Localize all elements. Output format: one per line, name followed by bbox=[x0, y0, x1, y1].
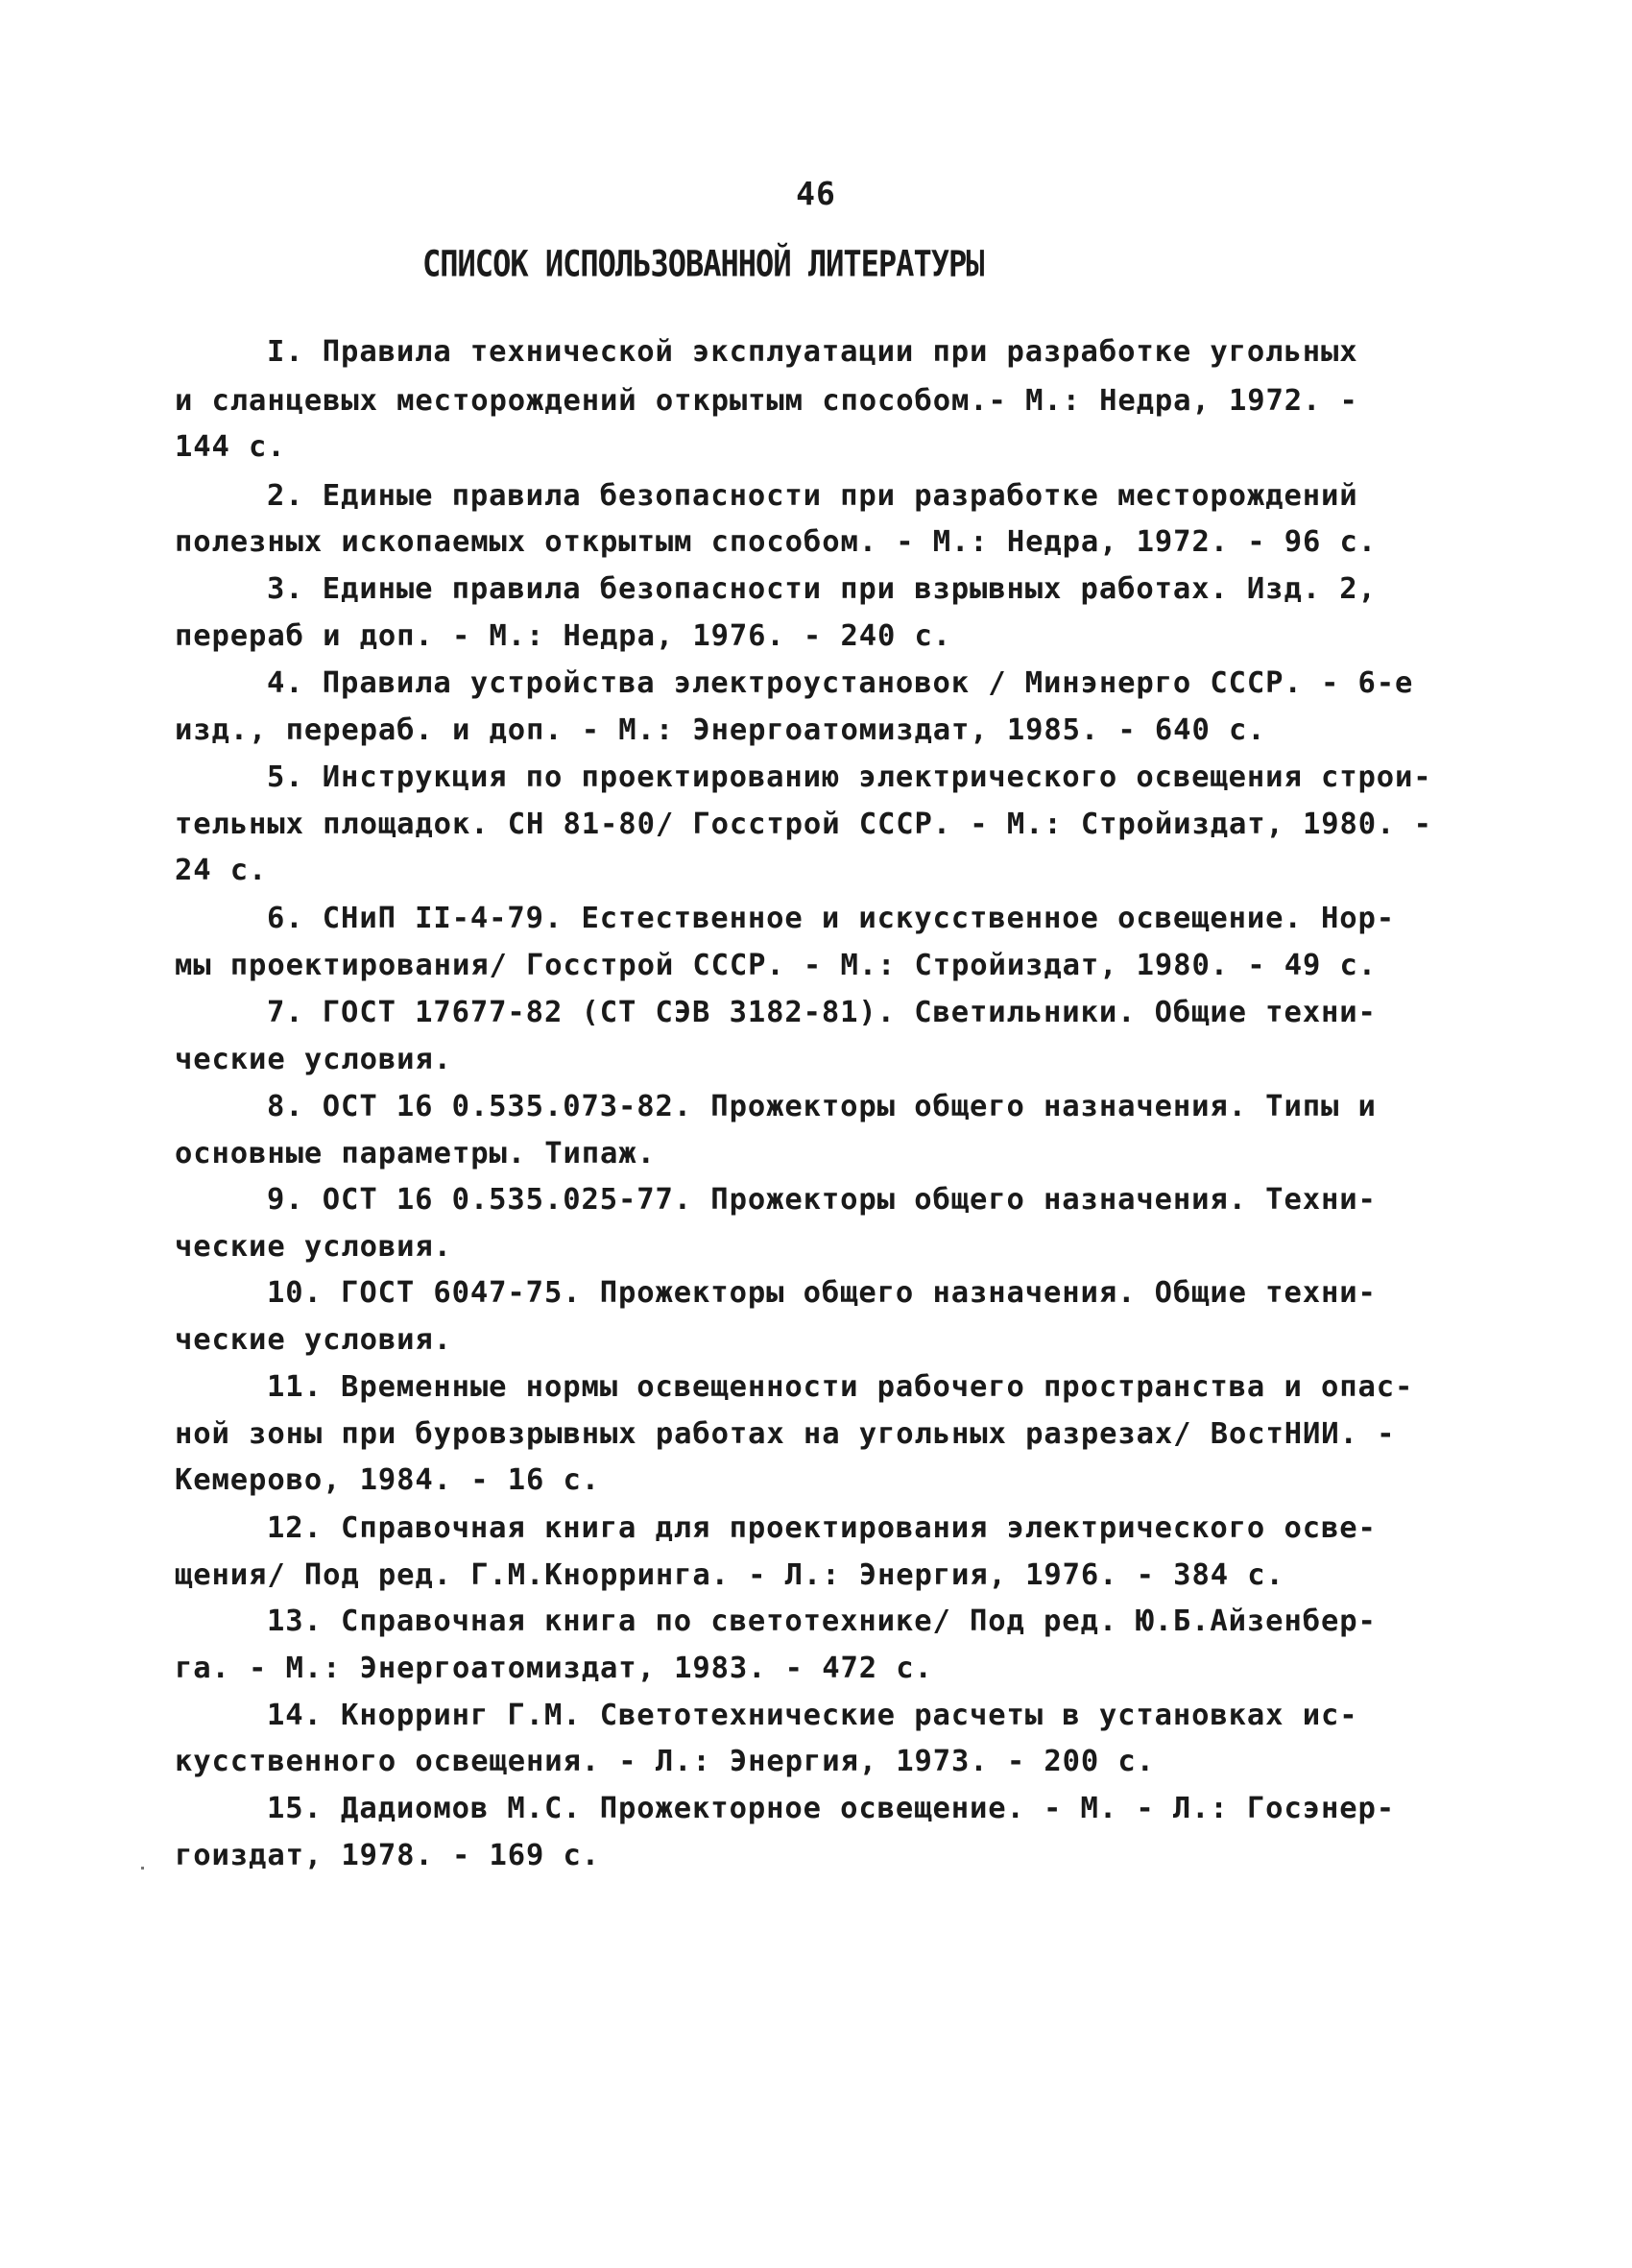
reference-1-line-2: и сланцевых месторождений открытым способом.- М.: Недра, 1972. - bbox=[175, 384, 1358, 418]
reference-12-line-1: 12. Справочная книга для проектирования электрического осве- bbox=[267, 1511, 1377, 1545]
reference-2-line-1: 2. Единые правила безопасности при разработке месторождений bbox=[267, 479, 1358, 513]
reference-7-line-2: ческие условия. bbox=[175, 1043, 452, 1076]
reference-14-line-1: 14. Кнорринг Г.М. Светотехнические расчеты в установках ис- bbox=[267, 1699, 1358, 1732]
reference-6-line-1: 6. СНиП II-4-79. Естественное и искусственное освещение. Нор- bbox=[267, 902, 1396, 935]
reference-13-line-2: га. - М.: Энергоатомиздат, 1983. - 472 с. bbox=[175, 1652, 933, 1685]
reference-11-line-3: Кемерово, 1984. - 16 с. bbox=[175, 1463, 601, 1497]
reference-15-line-2: гоиздат, 1978. - 169 с. bbox=[175, 1839, 601, 1872]
reference-1-line-1: I. Правила технической эксплуатации при разработке угольных bbox=[267, 335, 1358, 369]
reference-4-line-2: изд., перераб. и доп. - М.: Энергоатомиздат, 1985. - 640 с. bbox=[175, 713, 1266, 747]
reference-7-line-1: 7. ГОСТ 17677-82 (СТ СЭВ 3182-81). Светильники. Общие техни- bbox=[267, 996, 1377, 1029]
reference-9-line-1: 9. ОСТ 16 0.535.025-77. Прожекторы общего назначения. Техни- bbox=[267, 1183, 1377, 1217]
reference-10-line-1: 10. ГОСТ 6047-75. Прожекторы общего назначения. Общие техни- bbox=[267, 1276, 1377, 1310]
reference-5-line-1: 5. Инструкция по проектированию электрического освещения строи- bbox=[267, 760, 1432, 794]
reference-15-line-1: 15. Дадиомов М.С. Прожекторное освещение. - М. - Л.: Госэнер- bbox=[267, 1792, 1396, 1825]
reference-12-line-2: щения/ Под ред. Г.М.Кнорринга. - Л.: Энергия, 1976. - 384 с. bbox=[175, 1558, 1284, 1592]
reference-14-line-2: кусственного освещения. - Л.: Энергия, 1973. - 200 с. bbox=[175, 1745, 1155, 1778]
reference-11-line-2: ной зоны при буровзрывных работах на угольных разрезах/ ВостНИИ. - bbox=[175, 1417, 1396, 1451]
page-title: СПИСОК ИСПОЛЬЗОВАННОЙ ЛИТЕРАТУРЫ bbox=[422, 242, 984, 285]
reference-9-line-2: ческие условия. bbox=[175, 1230, 452, 1264]
reference-8-line-2: основные параметры. Типаж. bbox=[175, 1137, 656, 1170]
reference-8-line-1: 8. ОСТ 16 0.535.073-82. Прожекторы общего назначения. Типы и bbox=[267, 1090, 1377, 1123]
reference-10-line-2: ческие условия. bbox=[175, 1323, 452, 1357]
reference-1-line-3: 144 с. bbox=[175, 430, 286, 464]
reference-3-line-1: 3. Единые правила безопасности при взрывных работах. Изд. 2, bbox=[267, 572, 1377, 606]
reference-3-line-2: перераб и доп. - М.: Недра, 1976. - 240 с. bbox=[175, 619, 952, 653]
scan-speck bbox=[141, 1867, 144, 1870]
page-number: 46 bbox=[796, 175, 836, 212]
reference-4-line-1: 4. Правила устройства электроустановок / Минэнерго СССР. - 6-е bbox=[267, 666, 1414, 700]
reference-5-line-2: тельных площадок. СН 81-80/ Госстрой СССР. - М.: Стройиздат, 1980. - bbox=[175, 808, 1432, 841]
reference-2-line-2: полезных ископаемых открытым способом. - М.: Недра, 1972. - 96 с. bbox=[175, 525, 1378, 559]
reference-5-line-3: 24 с. bbox=[175, 854, 268, 887]
reference-13-line-1: 13. Справочная книга по светотехнике/ Под ред. Ю.Б.Айзенбер- bbox=[267, 1604, 1377, 1638]
reference-6-line-2: мы проектирования/ Госстрой СССР. - М.: Стройиздат, 1980. - 49 с. bbox=[175, 949, 1378, 982]
reference-11-line-1: 11. Временные нормы освещенности рабочего пространства и опас- bbox=[267, 1370, 1414, 1404]
